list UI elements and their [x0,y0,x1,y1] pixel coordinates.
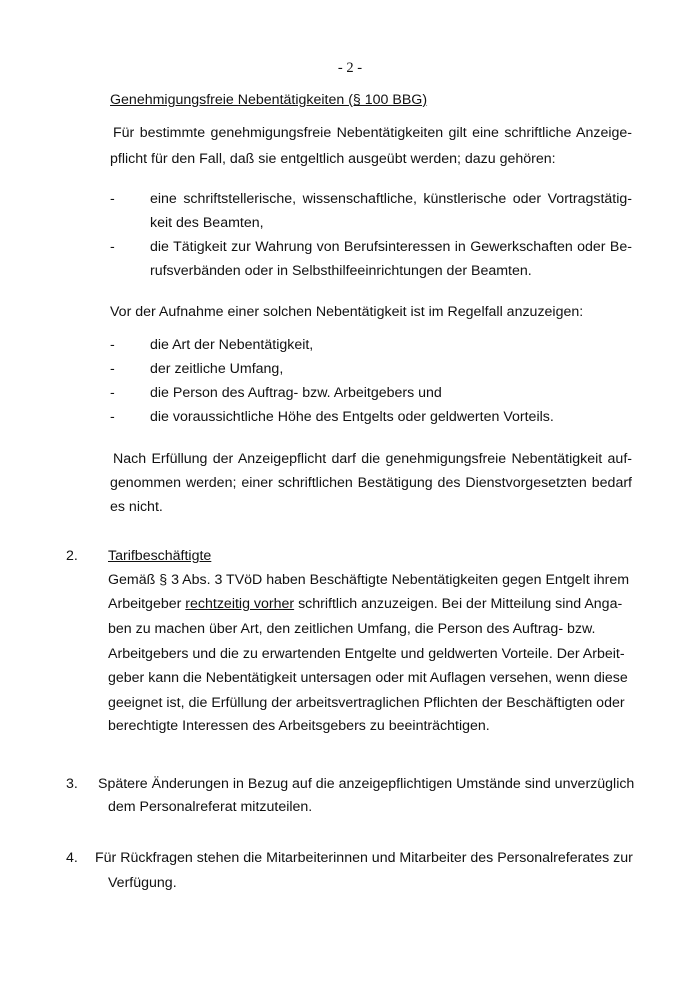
list-item-line: rufsverbänden oder in Selbsthilfeeinrichtungen der Beamten. [150,263,532,279]
section-heading-genehmigungsfrei: Genehmigungsfreie Nebentätigkeiten (§ 100 BBG) [110,92,428,108]
text-run: Arbeitgeber [108,596,186,612]
paragraph-line: Arbeitgebers und die zu erwartenden Entgelte und geldwerten Vorteile. Der Arbeit- [108,646,625,662]
list-item: die Art der Nebentätigkeit, [150,337,314,353]
paragraph-line: berechtigte Interessen des Arbeitsgebers zu beeinträchtigen. [108,718,490,734]
list-item-line: die Tätigkeit zur Wahrung von Berufsinteressen in Gewerkschaften oder Be- [150,239,632,255]
list-item-line: eine schriftstellerische, wissenschaftliche, künstlerische oder Vortragstätig- [150,191,632,207]
list-item: der zeitliche Umfang, [150,361,284,377]
list-bullet: - [110,409,115,425]
paragraph-line: ben zu machen über Art, den zeitlichen Umfang, die Person des Auftrag- bzw. [108,621,596,637]
paragraph-line: Vor der Aufnahme einer solchen Nebentätigkeit ist im Regelfall anzuzeigen: [110,304,584,320]
list-bullet: - [110,239,115,255]
paragraph-line: Nach Erfüllung der Anzeigepflicht darf die genehmigungsfreie Nebentätigkeit auf- [113,451,632,467]
list-item-line: keit des Beamten, [150,215,264,231]
paragraph-line: geber kann die Nebentätigkeit untersagen oder mit Auflagen versehen, wenn diese [108,670,628,686]
list-bullet: - [110,337,115,353]
underlined-text: rechtzeitig vorher [185,596,295,612]
list-bullet: - [110,191,115,207]
list-bullet: - [110,361,115,377]
paragraph-line: Für Rückfragen stehen die Mitarbeiterinnen und Mitarbeiter des Personalreferates zur [95,850,633,866]
section-number: 2. [66,548,78,564]
list-item: die voraussichtliche Höhe des Entgelts oder geldwerten Vorteils. [150,409,554,425]
paragraph-line [108,594,622,614]
paragraph-line: Für bestimmte genehmigungsfreie Nebentätigkeiten gilt eine schriftliche Anzeige- [113,125,632,141]
paragraph-line: dem Personalreferat mitzuteilen. [108,799,313,815]
paragraph-line: Verfügung. [108,875,177,891]
paragraph-line: Gemäß § 3 Abs. 3 TVöD haben Beschäftigte Nebentätigkeiten gegen Entgelt ihrem [108,572,630,588]
paragraph-line: geeignet ist, die Erfüllung der arbeitsvertraglichen Pflichten der Beschäftigten oder [108,695,625,711]
paragraph-line: genommen werden; einer schriftlichen Bestätigung des Dienstvorgesetzten bedarf [110,475,632,491]
list-bullet: - [110,385,115,401]
section-heading-tarifbeschaeftigte: Tarifbeschäftigte [108,548,212,564]
section-number: 4. [66,850,78,866]
paragraph-line: pflicht für den Fall, daß sie entgeltlich ausgeübt werden; dazu gehören: [110,151,556,167]
section-number: 3. [66,776,78,792]
text-run: schriftlich anzuzeigen. Bei der Mitteilung sind Anga- [294,596,623,612]
paragraph-line: es nicht. [110,499,163,515]
paragraph-line: Spätere Änderungen in Bezug auf die anzeigepflichtigen Umstände sind unverzüglich [98,776,635,792]
page-number: - 2 - [337,60,363,76]
list-item: die Person des Auftrag- bzw. Arbeitgebers und [150,385,442,401]
